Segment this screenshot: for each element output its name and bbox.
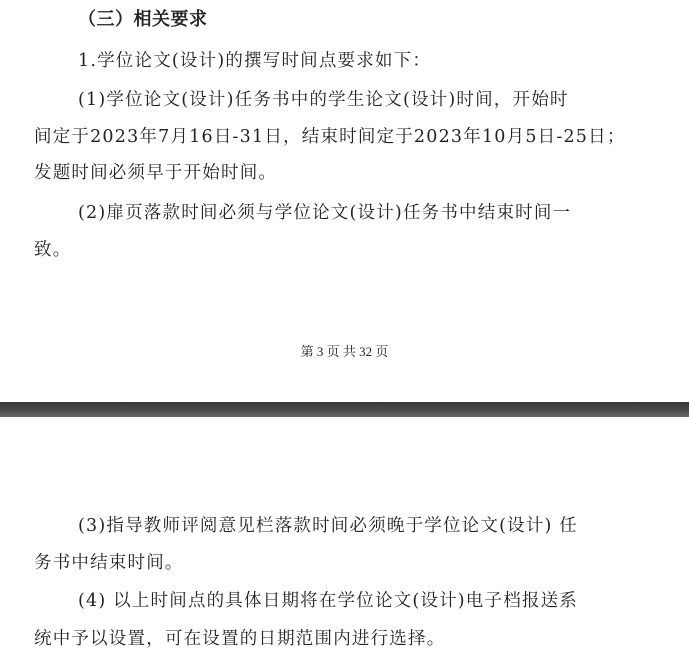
paragraph-line: 致。	[34, 240, 72, 260]
paragraph-line: (4) 以上时间点的具体日期将在学位论文(设计)电子档报送系	[78, 591, 579, 611]
page-footer: 第 3 页 共 32 页	[300, 344, 389, 359]
paragraph-line: (1)学位论文(设计)任务书中的学生论文(设计)时间，开始时	[78, 90, 569, 110]
paragraph-line: 发题时间必须早于开始时间。	[34, 163, 278, 183]
paragraph-line: 1.学位论文(设计)的撰写时间点要求如下：	[78, 51, 432, 71]
paragraph-line: 务书中结束时间。	[34, 553, 184, 573]
section-heading: （三）相关要求	[78, 9, 208, 30]
document-page-4	[0, 417, 689, 662]
paragraph-line: 统中予以设置，可在设置的日期范围内进行选择。	[34, 629, 446, 649]
page-separator	[0, 402, 689, 417]
paragraph-line: (3)指导教师评阅意见栏落款时间必须晚于学位论文(设计) 任	[78, 516, 579, 536]
paragraph-line: (2)扉页落款时间必须与学位论文(设计)任务书中结束时间一	[78, 203, 572, 223]
paragraph-line: 间定于2023年7月16日-31日，结束时间定于2023年10月5日-25日；	[34, 127, 626, 147]
